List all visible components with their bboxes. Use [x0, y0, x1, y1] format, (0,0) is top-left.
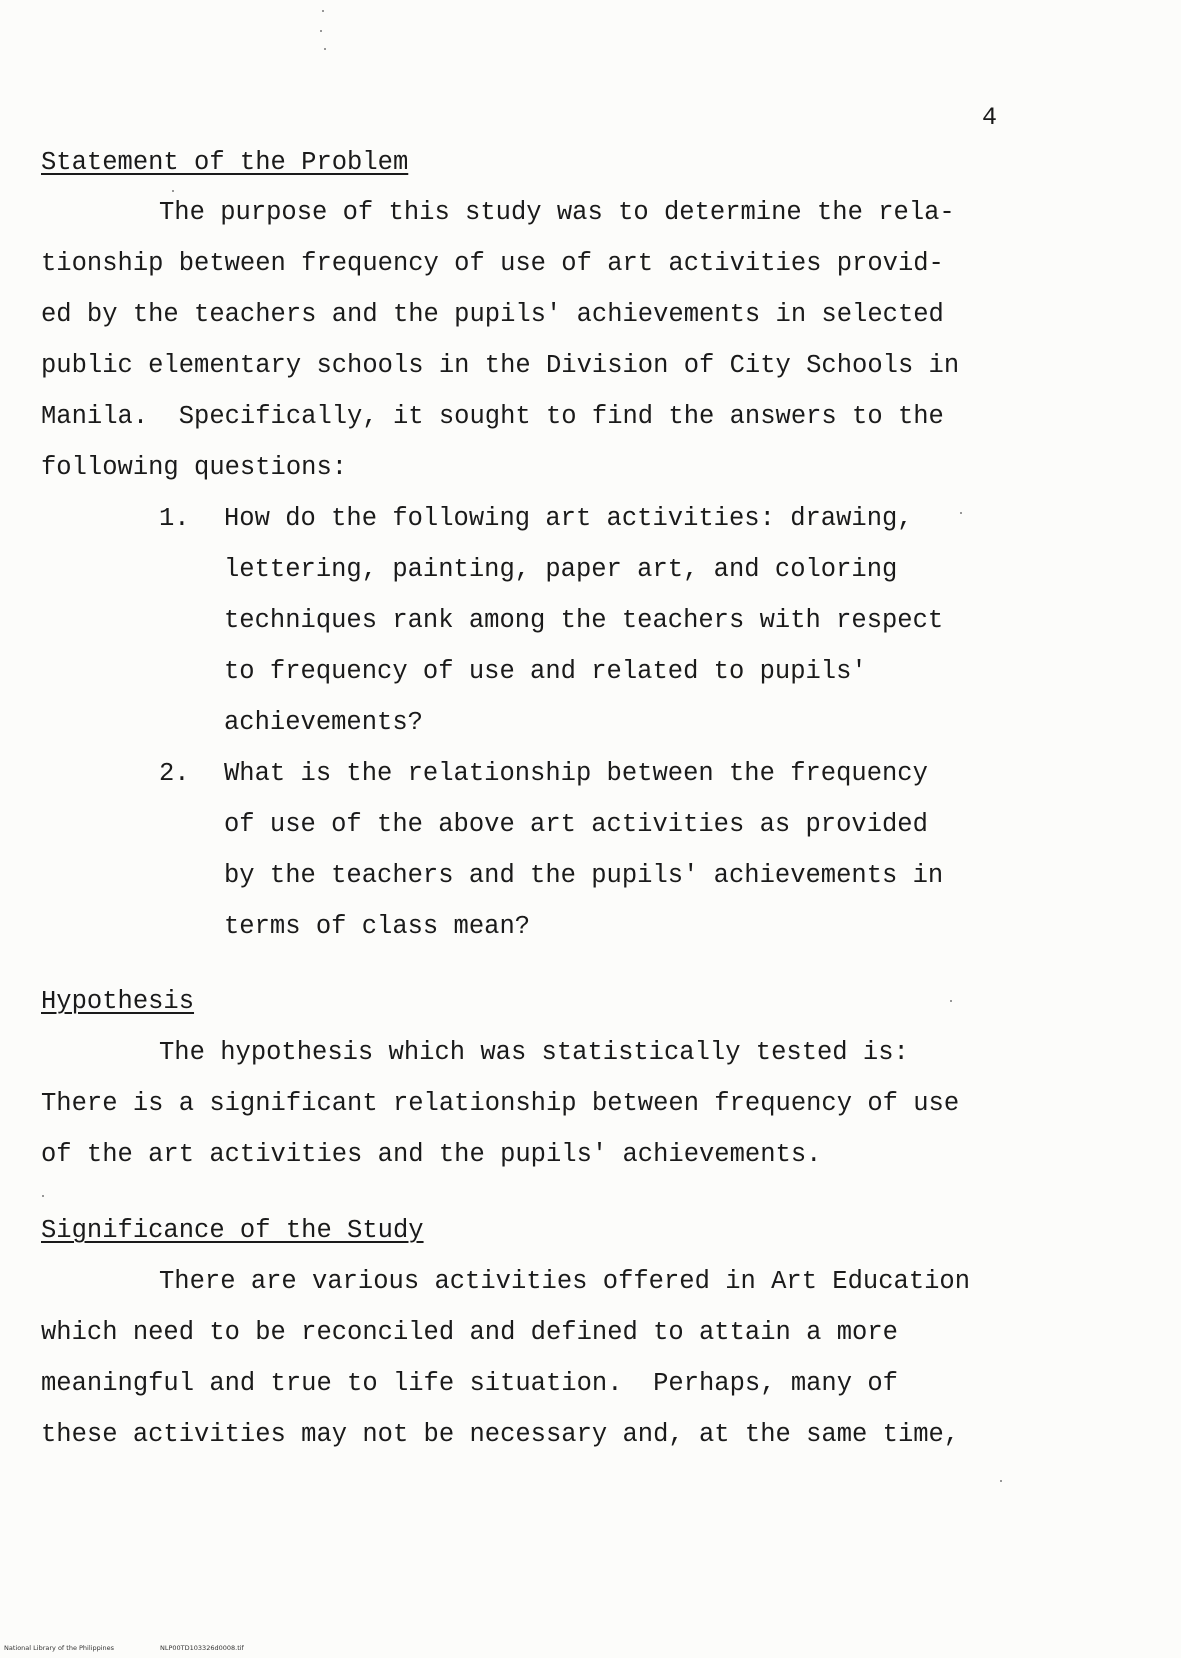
question-line: How do the following art activities: drawing, [224, 504, 913, 533]
question-line: of use of the above art activities as provided [224, 810, 928, 839]
scan-speck [42, 1195, 44, 1197]
significance-paragraph-line: these activities may not be necessary and, at the same time, [41, 1420, 960, 1449]
question-line: What is the relationship between the frequency [224, 759, 928, 788]
question-line: by the teachers and the pupils' achievements in [224, 861, 944, 890]
hypothesis-paragraph-line: The hypothesis which was statistically tested is: [159, 1038, 909, 1067]
scan-speck [172, 190, 174, 192]
scan-speck [950, 1000, 952, 1002]
footer-library: National Library of the Philippines [4, 1644, 115, 1652]
footer-file-id: NLP00TD103326d0008.tif [160, 1644, 244, 1652]
scan-speck [324, 48, 326, 50]
significance-paragraph-line: There are various activities offered in Art Education [159, 1267, 971, 1296]
question-number: 1. [159, 504, 190, 533]
significance-paragraph-line: which need to be reconciled and defined to attain a more [41, 1318, 898, 1347]
section-heading-hypothesis: Hypothesis [41, 987, 195, 1016]
problem-paragraph-line: Manila. Specifically, it sought to find the answers to the [41, 402, 944, 431]
scan-speck [322, 10, 324, 12]
section-heading-significance: Significance of the Study [41, 1216, 424, 1245]
hypothesis-paragraph-line: There is a significant relationship between frequency of use [41, 1089, 960, 1118]
question-line: achievements? [224, 708, 423, 737]
scan-speck [320, 30, 322, 32]
question-line: lettering, painting, paper art, and coloring [224, 555, 898, 584]
question-number: 2. [159, 759, 190, 788]
question-line: to frequency of use and related to pupils' [224, 657, 867, 686]
problem-paragraph-line: following questions: [41, 453, 348, 482]
question-line: terms of class mean? [224, 912, 531, 941]
scan-speck [1000, 1480, 1002, 1482]
significance-paragraph-line: meaningful and true to life situation. Perhaps, many of [41, 1369, 898, 1398]
problem-paragraph-line: public elementary schools in the Division of City Schools in [41, 351, 960, 380]
question-line: techniques rank among the teachers with respect [224, 606, 944, 635]
problem-paragraph-line: The purpose of this study was to determine the rela- [159, 198, 955, 227]
scan-speck [960, 512, 962, 514]
problem-paragraph-line: ed by the teachers and the pupils' achievements in selected [41, 300, 944, 329]
hypothesis-paragraph-line: of the art activities and the pupils' achievements. [41, 1140, 822, 1169]
section-heading-problem: Statement of the Problem [41, 148, 409, 177]
page-number: 4 [982, 103, 998, 132]
problem-paragraph-line: tionship between frequency of use of art activities provid- [41, 249, 944, 278]
